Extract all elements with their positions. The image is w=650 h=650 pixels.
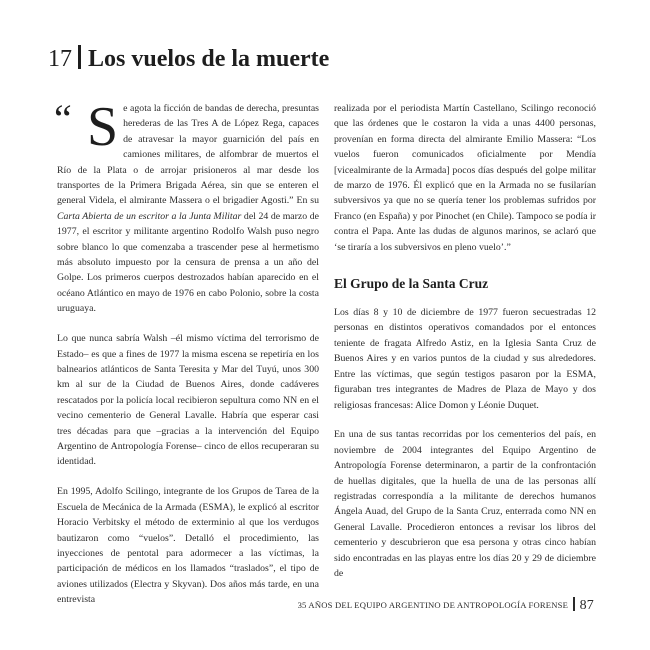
paragraph-scilingo: En 1995, Adolfo Scilingo, integrante de los Grupos de Tarea de la Escuela de Mecánica de la Armada (ESMA), le explicó al escritor Horacio Verbitsky el método de exterminio al que los verdugos bautizaron como “vuelos”. Detalló el procedimiento, las inyecciones de pentotal para adormecer a las víctimas, la participación de médicos en los llamados “traslados”, el tipo de aviones utilizados (Electra y Skyvan). Dos años más tarde, en una entrevista xyxy=(57,486,319,606)
opening-text-b: del 24 de marzo de 1977, el escritor y militante argentino Rodolfo Walsh puso negro sobre blanco lo que comenzaba a trascender pese al hermetismo más absoluto impuesto por la censura de prensa a un año del Golpe. Los primeros cuerpos destrozados habían aparecido en el océano Atlántico en mayo de 1976 en cabo Polonio, sobre la costa uruguaya. xyxy=(57,210,319,315)
chapter-divider xyxy=(78,45,81,69)
page-footer xyxy=(298,597,594,614)
paragraph-castellano: realizada por el periodista Martín Castellano, Scilingo reconoció que las órdenes que le costaron la vida a unas 4400 personas, provenían en forma directa del almirante Emilio Massera: “Los vuelos fueron comunicados oficialmente por Mendía [vicealmirante de la Armada] pocos días después del golpe militar de marzo de 1976. Él explicó que en la Armada no se fusilarían subversivos ya que no se quería tener los problemas sufridos por Franco (en España) y por Pinochet (en Chile). Tampoco se podía ir contra el Papa. Ante las dudas de algunos marinos, se aclaró que ‘se tiraría a los subversivos en pleno vuelo’.” xyxy=(334,103,596,253)
right-column xyxy=(334,101,596,596)
open-quote-mark: “ xyxy=(54,96,72,141)
left-column xyxy=(54,96,319,622)
footer-text: 35 AÑOS DEL EQUIPO ARGENTINO DE ANTROPOLOGÍA FORENSE xyxy=(297,600,569,610)
chapter-heading xyxy=(48,44,608,74)
opening-paragraph-wrap xyxy=(54,96,319,317)
paragraph-auad: En una de sus tantas recorridas por los cementerios del país, en noviembre de 2004 integrantes del Equipo Argentino de Antropología Forense determinaron, a partir de la confrontación de huellas digitales, que la huella de una de las personas allí registradas correspondía a la militante de derechos humanos Ángela Auad, del Grupo de la Santa Cruz, enterrada como NN en General Lavalle. Procedieron entonces a revisar los libros del cementerio y descubrieron que esa persona y otras cinco habían sido encontradas en las playas entre los días 20 y 29 de diciembre de xyxy=(334,429,596,580)
chapter-title: Los vuelos de la muerte xyxy=(88,46,330,72)
paragraph-walsh: Lo que nunca sabría Walsh –él mismo víctima del terrorismo de Estado– es que a fines de 1977 la misma escena se repetiría en los balnearios atlánticos de Santa Teresita y Mar del Tuyú, unos 300 km al sur de la Ciudad de Buenos Aires, donde cadáveres rescatados por la policía local recibieron sepultura como NN en el vecino cementerio de General Lavalle. Habría que esperar casi tres décadas para que –gracias a la intervención del Equipo Argentino de Antropología Forense– cinco de ellos recuperaran su identidad. xyxy=(57,333,319,468)
section-subheading: El Grupo de la Santa Cruz xyxy=(334,276,489,292)
page-number: 87 xyxy=(579,598,594,613)
opening-text-a: e agota la ficción de bandas de derecha, presuntas herederas de las Tres A de López Rega, capaces de atravesar la mayor guarnición del país en camiones militares, de alfombrar de muertos el Río de la Plata o de arrojar prisioneros al mar desde los transportes de la Primera Brigada Aérea, sin que se enteren el general Videla, el almirante Massera o el brigadier Agosti.” En su xyxy=(57,103,319,207)
drop-cap: S xyxy=(87,96,119,158)
paragraph-santa-cruz: Los días 8 y 10 de diciembre de 1977 fueron secuestradas 12 personas en distintos operativos comandados por el entonces teniente de fragata Alfredo Astiz, en la Iglesia Santa Cruz de Buenos Aires y en varios puntos de la ciudad y sus alrededores. Entre las víctimas, que según testigos pasaron por la ESMA, figuraban tres integrantes de Madres de Plaza de Mayo y dos religiosas francesas: Alice Domon y Léonie Duquet. xyxy=(334,307,596,411)
letter-title: Carta Abierta de un escritor a la Junta Militar xyxy=(57,210,242,222)
footer-divider xyxy=(573,597,575,611)
chapter-number: 17 xyxy=(48,46,72,72)
opening-paragraph xyxy=(57,96,319,317)
